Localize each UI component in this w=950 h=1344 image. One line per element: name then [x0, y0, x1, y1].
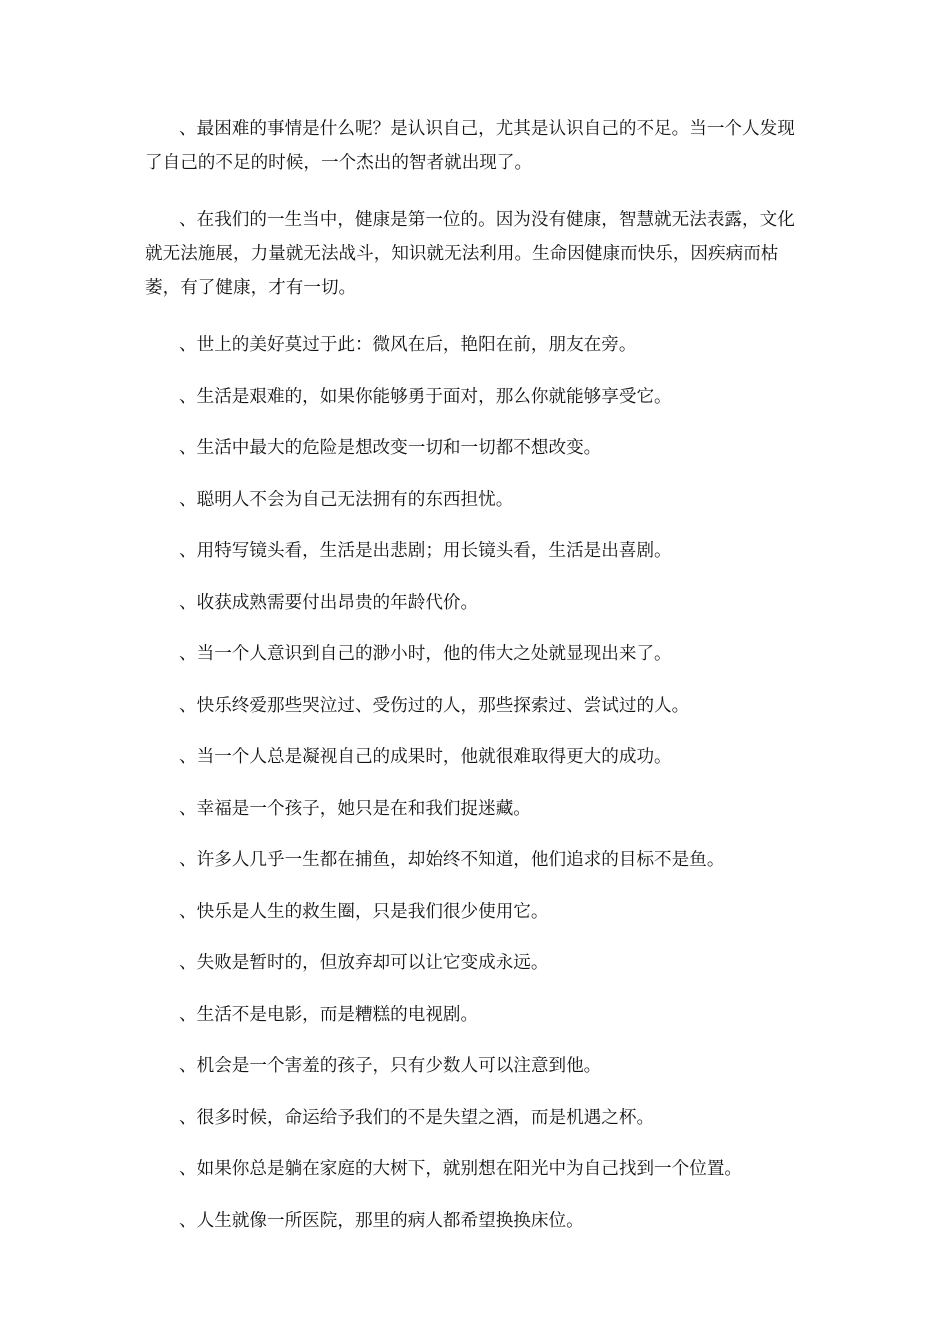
paragraph-18: 、很多时候，命运给予我们的不是失望之酒，而是机遇之杯。 — [179, 1107, 655, 1128]
paragraph-3: 、世上的美好莫过于此：微风在后，艳阳在前，朋友在旁。 — [179, 335, 637, 355]
paragraph-5: 、生活中最大的危险是想改变一切和一切都不想改变。 — [179, 438, 602, 458]
paragraph-20: 、人生就像一所医院，那里的病人都希望换换床位。 — [179, 1210, 584, 1231]
paragraph-11: 、当一个人总是凝视自己的成果时，他就很难取得更大的成功。 — [179, 747, 672, 767]
paragraph-17: 、机会是一个害羞的孩子，只有少数人可以注意到他。 — [179, 1056, 602, 1076]
document-body — [145, 112, 805, 1255]
paragraph-14: 、快乐是人生的救生圈，只是我们很少使用它。 — [179, 901, 549, 922]
paragraph-15: 、失败是暂时的，但放弃却可以让它变成永远。 — [179, 953, 549, 973]
paragraph-10: 、快乐终爱那些哭泣过、受伤过的人，那些探索过、尝试过的人。 — [179, 695, 690, 716]
paragraph-9: 、当一个人意识到自己的渺小时，他的伟大之处就显现出来了。 — [179, 644, 672, 664]
paragraph-6: 、聪明人不会为自己无法拥有的东西担忧。 — [179, 489, 514, 510]
paragraph-7: 、用特写镜头看，生活是出悲剧；用长镜头看，生活是出喜剧。 — [179, 541, 672, 561]
paragraph-8: 、收获成熟需要付出昂贵的年龄代价。 — [179, 592, 479, 613]
paragraph-12: 、幸福是一个孩子，她只是在和我们捉迷藏。 — [179, 798, 531, 819]
paragraph-13: 、许多人几乎一生都在捕鱼，却始终不知道，他们追求的目标不是鱼。 — [179, 850, 725, 870]
paragraph-4: 、生活是艰难的，如果你能够勇于面对，那么你就能够享受它。 — [179, 386, 672, 407]
paragraph-16: 、生活不是电影，而是糟糕的电视剧。 — [179, 1004, 479, 1025]
paragraph-1: 、最困难的事情是什么呢？是认识自己，尤其是认识自己的不足。当一个人发现了自己的不足的时候，一个杰出的智者就出现了。 — [145, 119, 795, 173]
paragraph-19: 、如果你总是躺在家庭的大树下，就别想在阳光中为自己找到一个位置。 — [179, 1159, 743, 1179]
paragraph-2: 、在我们的一生当中，健康是第一位的。因为没有健康，智慧就无法表露，文化就无法施展，力量就无法战斗，知识就无法利用。生命因健康而快乐，因疾病而枯萎，有了健康，才有一切。 — [145, 210, 795, 298]
